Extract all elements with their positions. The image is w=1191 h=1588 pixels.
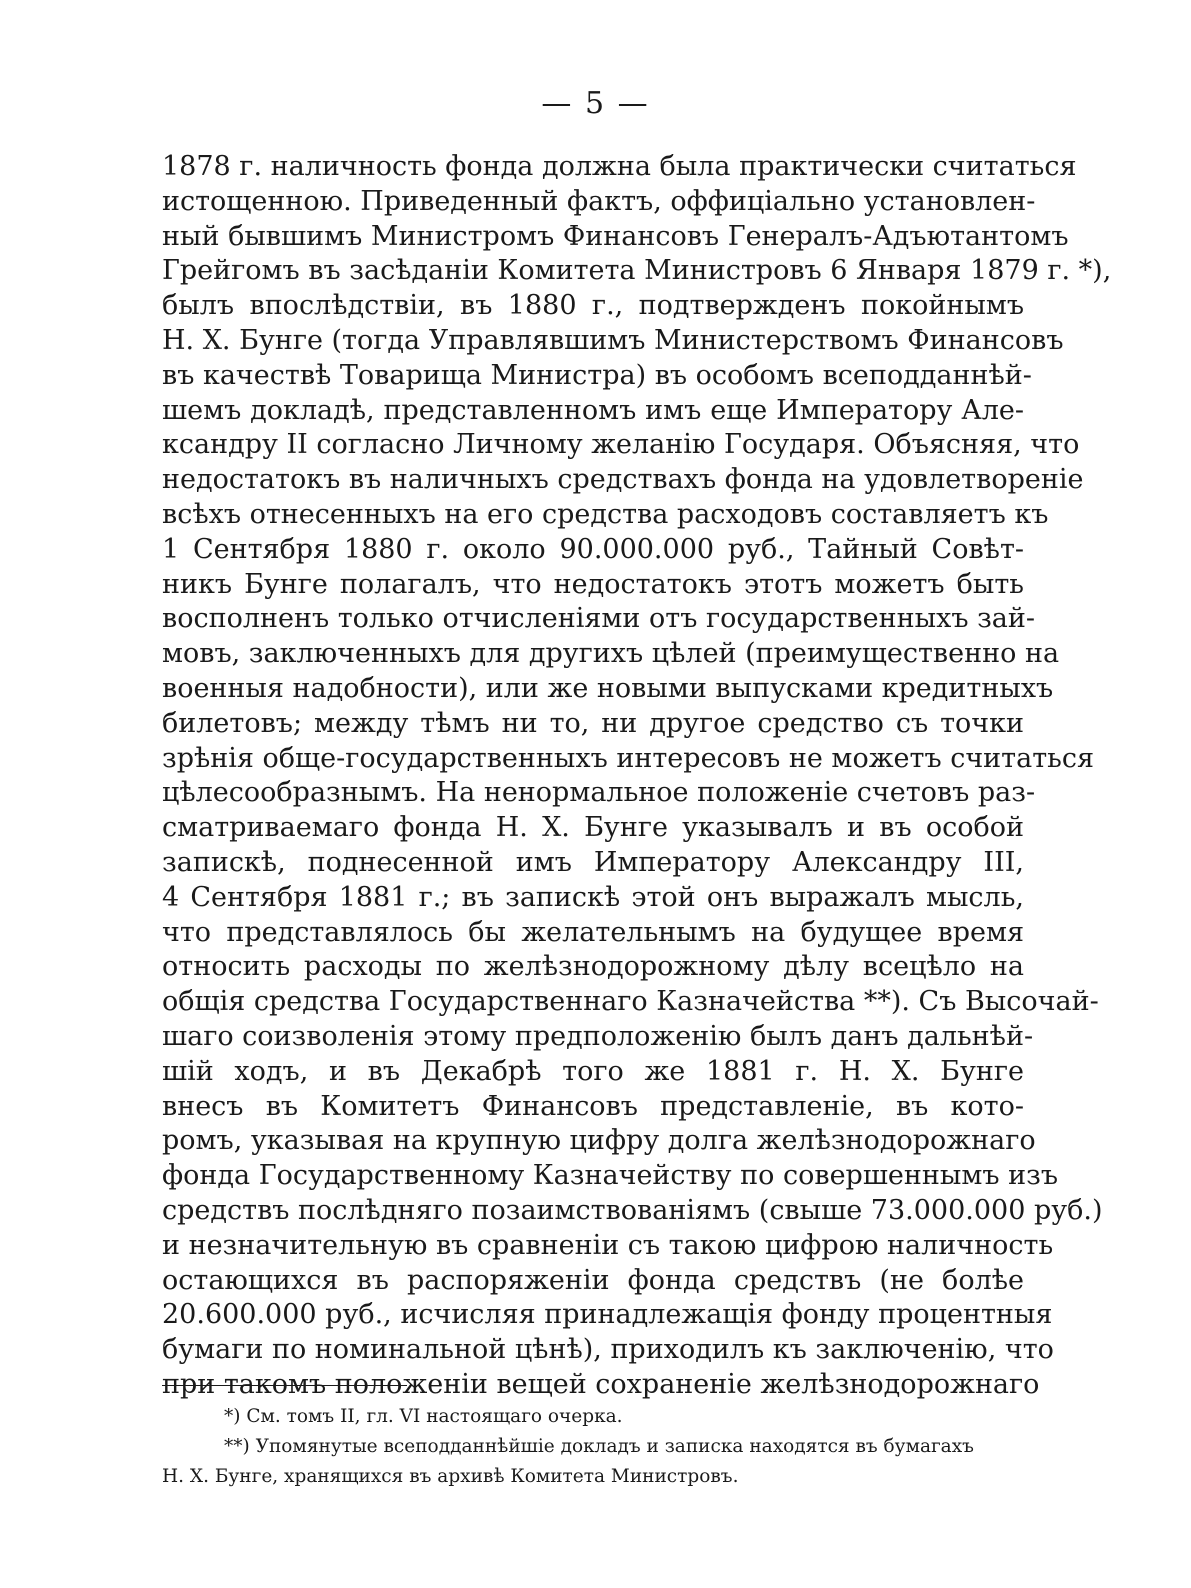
body-line: 1878 г. наличность фонда должна была практически считаться — [162, 151, 1077, 182]
body-line: 1 Сентября 1880 г. около 90.000.000 руб., Тайный Совѣт- — [162, 533, 1024, 565]
body-line: относить расходы по желѣзнодорожному дѣлу всецѣло на — [162, 951, 1024, 983]
body-line: 20.600.000 руб., исчисляя принадлежащія фонду процентныя — [162, 1299, 1053, 1331]
body-line: сматриваемаго фонда Н. Х. Бунге указывалъ и въ особой — [162, 812, 1024, 844]
body-line: средствъ послѣдняго позаимствованіямъ (свыше 73.000.000 руб.) — [162, 1194, 1103, 1226]
page-number: — 5 — — [541, 86, 650, 121]
body-line: цѣлесообразнымъ. На ненормальное положеніе счетовъ раз- — [162, 777, 1036, 809]
body-line: остающихся въ распоряженіи фонда средствъ (не болѣе — [162, 1264, 1024, 1296]
body-line: Грейгомъ въ засѣданіи Комитета Министровъ 6 Января 1879 г. *), — [162, 255, 1112, 287]
footnotes — [162, 1402, 1024, 1492]
body-line: никъ Бунге полагалъ, что недостатокъ этотъ можетъ быть — [162, 568, 1024, 600]
body-line: запискѣ, поднесенной имъ Императору Александру III, — [162, 846, 1024, 878]
body-line: билетовъ; между тѣмъ ни то, ни другое средство съ точки — [162, 707, 1024, 739]
body-line: общія средства Государственнаго Казначейства **). Съ Высочай- — [162, 986, 1099, 1018]
body-text — [162, 150, 1112, 1403]
body-line: 4 Сентября 1881 г.; въ запискѣ этой онъ выражалъ мысль, — [162, 881, 1024, 913]
body-line: былъ впослѣдствіи, въ 1880 г., подтвержденъ покойнымъ — [162, 290, 1024, 322]
body-line: зрѣнія обще-государственныхъ интересовъ не можетъ считаться — [162, 742, 1095, 774]
body-line: фонда Государственному Казначейству по совершеннымъ изъ — [162, 1160, 1059, 1192]
body-line: мовъ, заключенныхъ для другихъ цѣлей (преимущественно на — [162, 638, 1060, 670]
body-line: въ качествѣ Товарища Министра) въ особомъ всеподданнѣй- — [162, 359, 1032, 391]
footnote-divider — [162, 1385, 407, 1386]
body-line: военныя надобности), или же новыми выпусками кредитныхъ — [162, 672, 1054, 704]
body-line: что представлялось бы желательнымъ на будущее время — [162, 916, 1024, 948]
footnote-2-line-1: **) Упомянутые всеподданнѣйшіе докладъ и записка находятся въ бумагахъ — [224, 1436, 974, 1457]
body-line: шаго соизволенія этому предположенію былъ данъ дальнѣй- — [162, 1020, 1034, 1052]
body-line: внесъ въ Комитетъ Финансовъ представленіе, въ кото- — [162, 1090, 1024, 1122]
body-line: ный бывшимъ Министромъ Финансовъ Генералъ-Адъютантомъ — [162, 220, 1069, 252]
body-line: восполненъ только отчисленіями отъ государственныхъ зай- — [162, 603, 1036, 635]
body-line: и незначительную въ сравненіи съ такою цифрою наличность — [162, 1229, 1054, 1261]
body-line: ромъ, указывая на крупную цифру долга желѣзнодорожнаго — [162, 1125, 1036, 1157]
body-line: шій ходъ, и въ Декабрѣ того же 1881 г. Н. Х. Бунге — [162, 1055, 1024, 1087]
body-line: Н. Х. Бунге (тогда Управлявшимъ Министерствомъ Финансовъ — [162, 324, 1064, 356]
body-line: при такомъ положеніи вещей сохраненіе желѣзнодорожнаго — [162, 1368, 1040, 1400]
body-line: бумаги по номинальной цѣнѣ), приходилъ къ заключенію, что — [162, 1334, 1054, 1366]
footnote-1: *) См. томъ II, гл. VI настоящаго очерка. — [224, 1406, 623, 1427]
body-line: истощенною. Приведенный фактъ, оффиціально установлен- — [162, 185, 1036, 217]
body-line: всѣхъ отнесенныхъ на его средства расходовъ составляетъ къ — [162, 498, 1049, 530]
body-line: недостатокъ въ наличныхъ средствахъ фонда на удовлетвореніе — [162, 464, 1084, 496]
footnote-2-line-2: Н. Х. Бунге, хранящихся въ архивѣ Комитета Министровъ. — [162, 1466, 739, 1487]
body-line: шемъ докладѣ, представленномъ имъ еще Императору Але- — [162, 394, 1024, 426]
body-line: ксандру II согласно Личному желанію Государя. Объясняя, что — [162, 429, 1080, 461]
